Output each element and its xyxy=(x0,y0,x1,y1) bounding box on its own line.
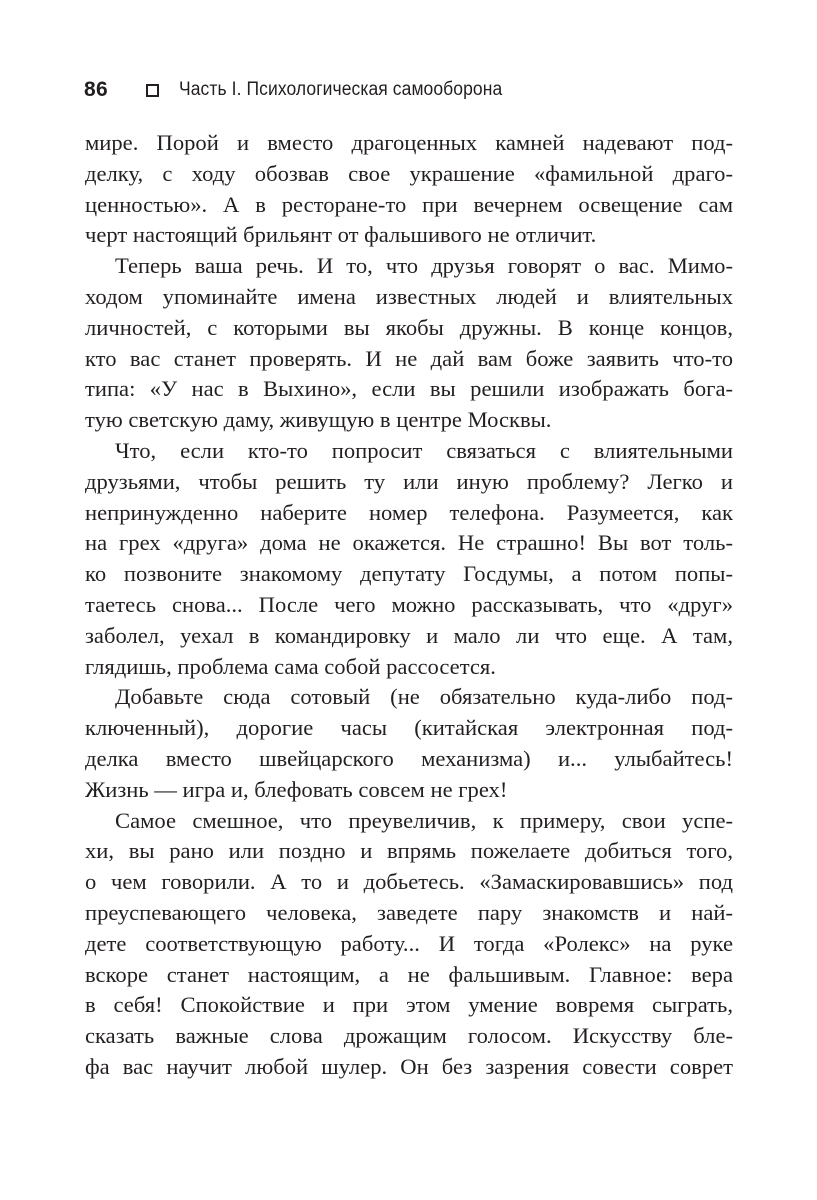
text-line: заболел, уехал в командировку и мало ли что еще. А там, xyxy=(85,622,733,648)
text-line: делка вместо швейцарского механизма) и... улыбайтесь! xyxy=(85,745,733,771)
text-line: дете соответствующую работу... И тогда «Ролекс» на руке xyxy=(85,930,733,956)
text-line: типа: «У нас в Выхино», если вы решили изображать бога- xyxy=(85,376,733,402)
text-line: черт настоящий брильянт от фальшивого не отличит. xyxy=(85,222,597,248)
chapter-title: Часть I. Психологическая самооборона xyxy=(178,79,503,100)
text-line: непринужденно наберите номер телефона. Разумеется, как xyxy=(85,499,733,525)
text-line: личностей, с которыми вы якобы дружны. В конце концов, xyxy=(85,314,733,340)
text-line: хи, вы рано или поздно и впрямь пожелаете добиться того, xyxy=(85,838,733,864)
text-line: Что, если кто-то попросит связаться с влиятельными xyxy=(115,437,733,463)
text-line: на грех «друга» дома не окажется. Не страшно! Вы вот толь- xyxy=(85,530,733,556)
text-line: Жизнь — игра и, блефовать совсем не грех! xyxy=(85,776,508,802)
text-line: тую светскую даму, живущую в центре Москвы. xyxy=(85,407,552,433)
text-line: в себя! Спокойствие и при этом умение вовремя сыграть, xyxy=(85,992,733,1018)
body-text xyxy=(85,128,733,1083)
text-line: глядишь, проблема сама собой рассосется. xyxy=(85,653,496,679)
paragraph-1 xyxy=(85,128,733,251)
paragraph-5 xyxy=(85,806,733,1083)
text-line: фа вас научит любой шулер. Он без зазрения совести соврет xyxy=(85,1053,733,1079)
text-line: преуспевающего человека, заведете пару знакомств и най- xyxy=(85,899,733,925)
text-line: мире. Порой и вместо драгоценных камней надевают под- xyxy=(85,130,733,155)
text-line: ко позвоните знакомому депутату Госдумы, а потом попы- xyxy=(85,561,733,587)
text-line: ходом упоминайте имена известных людей и влиятельных xyxy=(85,283,733,309)
paragraph-4 xyxy=(85,682,733,805)
text-line: друзьями, чтобы решить ту или иную проблему? Легко и xyxy=(85,468,733,494)
text-line: ценностью». А в ресторане-то при вечернем освещение сам xyxy=(85,191,733,217)
text-line: о чем говорили. А то и добьетесь. «Замаскировавшись» под xyxy=(85,869,733,895)
paragraph-2 xyxy=(85,251,733,436)
text-line: вскоре станет настоящим, а не фальшивым. Главное: вера xyxy=(85,961,733,987)
text-line: ключенный), дорогие часы (китайская электронная под- xyxy=(85,715,733,741)
text-line: таетесь снова... После чего можно рассказывать, что «друг» xyxy=(85,591,733,617)
text-line: кто вас станет проверять. И не дай вам боже заявить что-то xyxy=(85,345,733,371)
text-line: сказать важные слова дрожащим голосом. Искусству бле- xyxy=(85,1023,733,1049)
text-line: Самое смешное, что преувеличив, к примеру, свои успе- xyxy=(115,807,733,833)
text-line: Добавьте сюда сотовый (не обязательно куда-либо под- xyxy=(115,684,733,710)
square-bullet-icon xyxy=(146,84,159,97)
page-number: 86 xyxy=(84,78,108,101)
running-header xyxy=(84,74,530,106)
paragraph-3 xyxy=(85,436,733,682)
text-line: делку, с ходу обозвав свое украшение «фамильной драго- xyxy=(85,160,733,186)
text-line: Теперь ваша речь. И то, что друзья говорят о вас. Мимо- xyxy=(115,253,733,279)
